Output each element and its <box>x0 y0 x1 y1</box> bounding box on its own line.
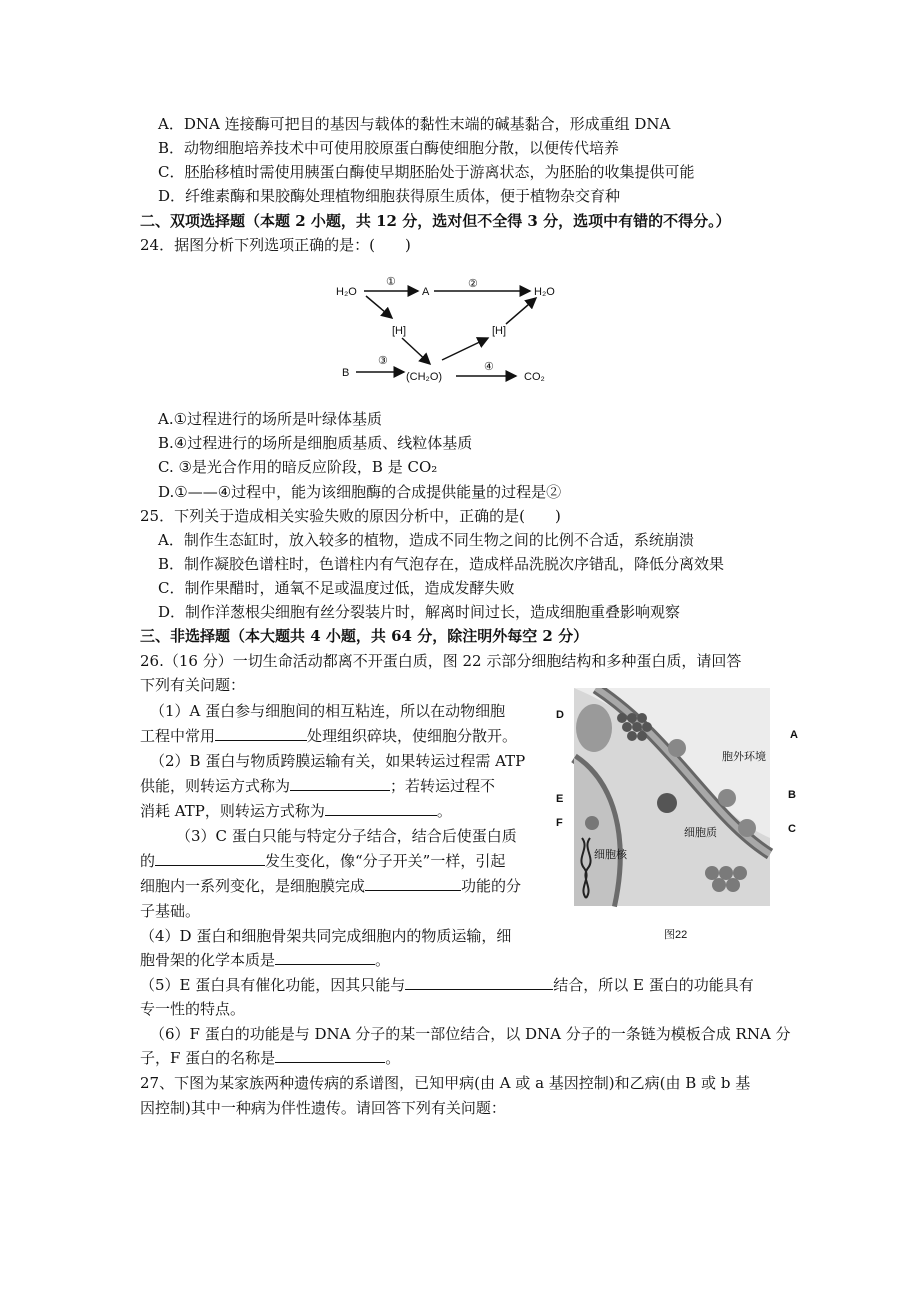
q23-option-b: B．动物细胞培养技术中可使用胶原蛋白酶使细胞分散，以便传代培养 <box>158 139 620 157</box>
diagram-h-left: [H] <box>392 325 407 337</box>
answer-blank-6[interactable] <box>275 950 375 965</box>
q26-p2-line2 <box>140 776 495 796</box>
q24-option-b: B.④过程进行的场所是细胞质基质、线粒体基质 <box>158 434 473 452</box>
q26-p2-line3 <box>140 801 452 821</box>
arrow-ch2o-to-h <box>442 338 488 360</box>
q26-p3-text-d: 功能的分 <box>461 877 522 895</box>
label-f: F <box>556 817 563 829</box>
q26-p3-text-b: 发生变化，像“分子开关”一样，引起 <box>265 852 506 870</box>
q23-option-c: C．胚胎移植时需使用胰蛋白酶使早期胚胎处于游离状态，为胚胎的收集提供可能 <box>158 163 695 181</box>
q26-p2-text-a: 供能，则转运方式称为 <box>140 777 291 795</box>
section2-heading: 二、双项选择题（本题 2 小题，共 12 分，选对但不全得 3 分，选项中有错的不得分。） <box>140 212 731 230</box>
q26-p6-text-a: 子，F 蛋白的名称是 <box>140 1049 276 1067</box>
answer-blank-4[interactable] <box>155 851 265 866</box>
diagram-co2: CO₂ <box>524 371 545 383</box>
q26-p5-line1 <box>140 975 754 995</box>
q26-p1-text-b: 处理组织碎块，使细胞分散开。 <box>307 727 518 745</box>
answer-blank-3[interactable] <box>325 801 437 816</box>
q26-p4-line2 <box>140 950 390 970</box>
q25-stem: 25．下列关于造成相关实验失败的原因分析中，正确的是( ) <box>140 507 561 525</box>
q27-line2: 因控制)其中一种病为伴性遗传。请回答下列有关问题： <box>140 1099 506 1117</box>
arrow-h2o-to-h <box>366 296 392 318</box>
d-protein <box>576 704 612 752</box>
e-protein <box>657 793 677 813</box>
q26-stem-line2: 下列有关问题： <box>140 676 246 694</box>
q26-p5-text-a: （5）E 蛋白具有催化功能，因其只能与 <box>140 976 406 994</box>
answer-blank-1[interactable] <box>215 726 307 741</box>
section3-heading: 三、非选择题（本大题共 4 小题，共 64 分，除注明外每空 2 分） <box>140 627 589 645</box>
q26-stem-line1: 26.（16 分）一切生命活动都离不开蛋白质，图 22 示部分细胞结构和多种蛋白质，请回答 <box>140 652 742 670</box>
diagram-b: B <box>342 367 350 379</box>
q26-p5-line2: 专一性的特点。 <box>140 1000 246 1018</box>
q26-p3-line4: 子基础。 <box>140 902 201 920</box>
diagram-step3: ③ <box>378 355 388 367</box>
q26-p6-text-b: 。 <box>385 1049 401 1067</box>
arrow-h-to-h2o <box>506 298 536 324</box>
q25-option-b: B．制作凝胶色谱柱时，色谱柱内有气泡存在，造成样品洗脱次序错乱，降低分离效果 <box>158 555 725 573</box>
q24-option-a: A.①过程进行的场所是叶绿体基质 <box>158 410 383 428</box>
diagram-h-right: [H] <box>492 325 507 337</box>
q26-p6-line1: （6）F 蛋白的功能是与 DNA 分子的某一部位结合，以 DNA 分子的一条链为模板合成 RNA 分 <box>150 1025 791 1043</box>
q26-p1-text-a: 工程中常用 <box>140 727 216 745</box>
q25-option-c: C．制作果醋时，通氧不足或温度过低，造成发酵失败 <box>158 579 515 597</box>
q26-p4-line1: （4）D 蛋白和细胞骨架共同完成细胞内的物质运输，细 <box>140 927 512 945</box>
q26-p2-text-c: 消耗 ATP，则转运方式称为 <box>140 802 325 820</box>
diagram-h2o-right: H₂O <box>534 286 555 298</box>
answer-blank-8[interactable] <box>275 1048 385 1063</box>
q26-p4-text-a: 胞骨架的化学本质是 <box>140 951 276 969</box>
q25-option-d: D．制作洋葱根尖细胞有丝分裂装片时，解离时间过长，造成细胞重叠影响观察 <box>158 603 681 621</box>
cell-structure-figure <box>552 688 802 946</box>
q26-p3-text-c: 细胞内一系列变化，是细胞膜完成 <box>140 877 366 895</box>
label-a: A <box>790 729 798 741</box>
label-c: C <box>788 823 796 835</box>
q24-option-d: D.①——④过程中，能为该细胞酶的合成提供能量的过程是② <box>158 483 562 501</box>
q23-option-d: D．纤维素酶和果胶酶处理植物细胞获得原生质体，便于植物杂交育种 <box>158 187 621 205</box>
label-d: D <box>556 709 564 721</box>
q26-p3-line3 <box>140 876 521 896</box>
diagram-step1: ① <box>386 276 396 288</box>
label-e: E <box>556 793 564 805</box>
photosynthesis-diagram <box>330 272 580 390</box>
c-protein <box>738 819 756 837</box>
diagram-a: A <box>422 286 430 298</box>
q25-option-a: A．制作生态缸时，放入较多的植物，造成不同生物之间的比例不合适，系统崩溃 <box>158 531 694 549</box>
q24-stem: 24．据图分析下列选项正确的是：( ) <box>140 236 411 254</box>
a-protein <box>668 739 686 757</box>
q26-p3-text-a: 的 <box>140 852 156 870</box>
answer-blank-2[interactable] <box>290 776 390 791</box>
answer-blank-7[interactable] <box>405 975 553 990</box>
q26-p2-text-d: 。 <box>436 802 452 820</box>
diagram-ch2o: (CH₂O) <box>406 371 443 383</box>
label-outside: 胞外环境 <box>722 751 766 763</box>
f-protein <box>585 816 599 830</box>
q26-p5-text-b: 结合，所以 E 蛋白的功能具有 <box>553 976 754 994</box>
q26-p1-line1: （1）A 蛋白参与细胞间的相互粘连，所以在动物细胞 <box>150 702 506 720</box>
diagram-h2o-left: H₂O <box>336 286 357 298</box>
arrow-h-to-ch2o <box>402 338 430 364</box>
q26-p2-line1: （2）B 蛋白与物质跨膜运输有关，如果转运过程需 ATP <box>150 752 526 770</box>
diagram-step4: ④ <box>484 361 494 373</box>
figure-caption: 图22 <box>664 929 688 941</box>
label-cytoplasm: 细胞质 <box>684 827 717 839</box>
answer-blank-5[interactable] <box>365 876 461 891</box>
q26-p1-line2 <box>140 726 517 746</box>
q26-p6-line2 <box>140 1048 400 1068</box>
q26-p3-line2 <box>140 851 505 871</box>
q27-line1: 27、下图为某家族两种遗传病的系谱图，已知甲病(由 A 或 a 基因控制)和乙病(由 B 或 b 基 <box>140 1074 751 1092</box>
q24-option-c: C. ③是光合作用的暗反应阶段，B 是 CO₂ <box>158 458 438 476</box>
q26-p3-line1: （3）C 蛋白只能与特定分子结合，结合后使蛋白质 <box>176 827 517 845</box>
q26-p2-text-b: ；若转运过程不 <box>390 777 496 795</box>
label-b: B <box>788 789 796 801</box>
diagram-step2: ② <box>468 278 478 290</box>
q23-option-a: A．DNA 连接酶可把目的基因与载体的黏性末端的碱基黏合，形成重组 DNA <box>158 115 671 133</box>
q26-p4-text-b: 。 <box>375 951 391 969</box>
label-nucleus: 细胞核 <box>594 849 627 861</box>
b-protein <box>718 789 736 807</box>
